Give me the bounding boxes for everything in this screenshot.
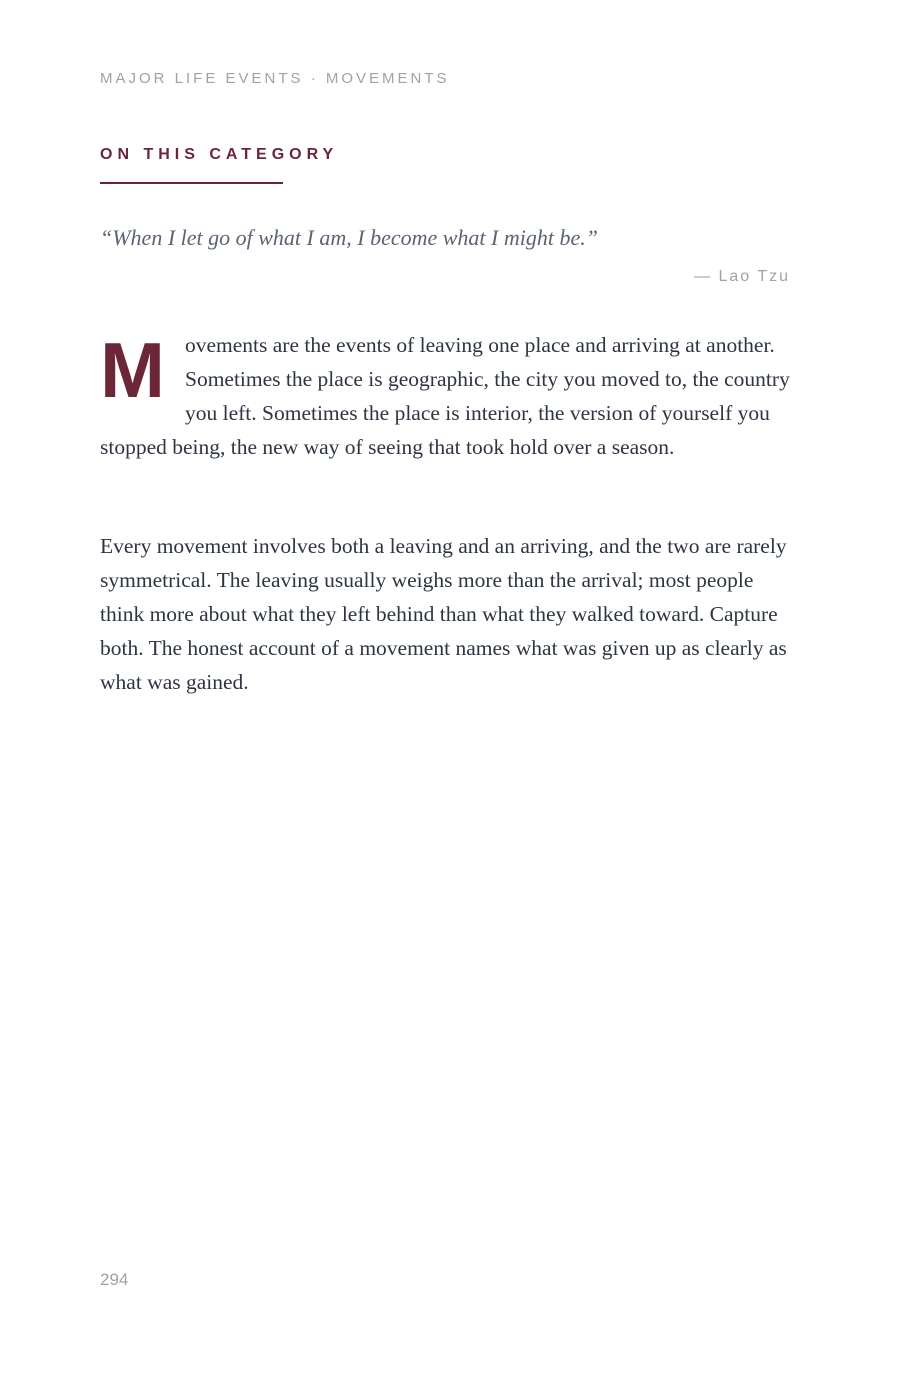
- epigraph-quote: “When I let go of what I am, I become what I might be.”: [100, 225, 598, 250]
- drop-cap: M: [100, 326, 165, 414]
- body-paragraph-1: [100, 328, 796, 464]
- heading-underline: [100, 182, 283, 184]
- epigraph-attribution: — Lao Tzu: [694, 268, 790, 285]
- body-paragraph-1-text: ovements are the events of leaving one place and arriving at another. Sometimes the place is geographic, the city you moved to, the country you left. Sometimes the place is interior, the version of yourself you stopped being, the new way of seeing that took hold over a season.: [100, 333, 790, 460]
- page-number: 294: [100, 1270, 129, 1289]
- body-paragraph-2: Every movement involves both a leaving and an arriving, and the two are rarely symmetrical. The leaving usually weighs more than the arrival; most people think more about what they left behind than what they walked toward. Capture both. The honest account of a movement names what was given up as clearly as what was gained.: [100, 534, 787, 695]
- section-heading: ON THIS CATEGORY: [100, 146, 339, 163]
- running-head: MAJOR LIFE EVENTS · MOVEMENTS: [100, 70, 450, 87]
